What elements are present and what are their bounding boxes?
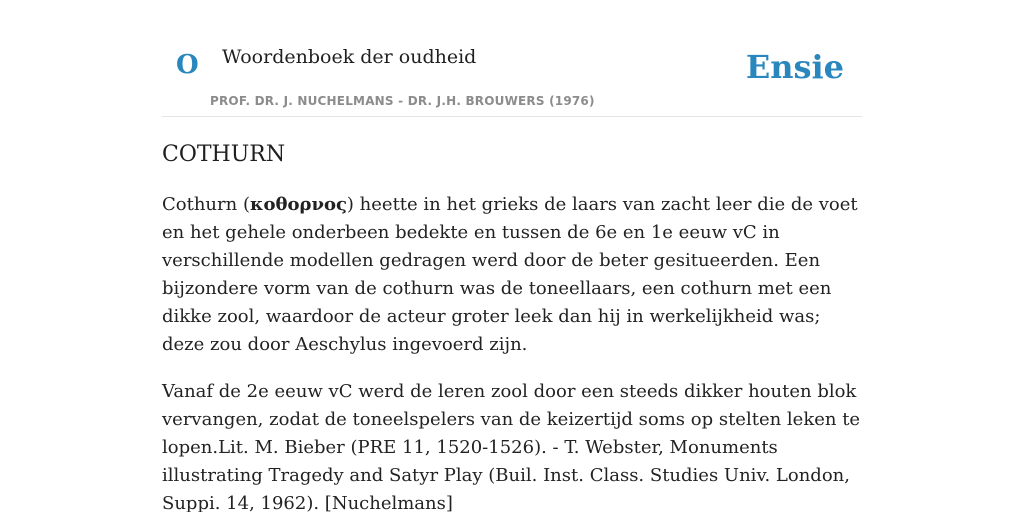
paragraph-text: Cothurn ( — [162, 194, 250, 215]
paragraph-text: ) heette in het grieks de laars van zacht leer die de voet en het gehele onderbeen bedekte en tussen de 6e en 1e eeuw vC in verschillende modellen gedragen werd door de beter gesitueerden. Een bijzondere vorm van de cothurn was de toneellaars, een cothurn met een dikke zool, waardoor de acteur groter leek dan hij in werkelijkheid was; deze zou door Aeschylus ingevoerd zijn. — [162, 194, 858, 355]
entry-paragraph: Vanaf de 2e eeuw vC werd de leren zool door een steeds dikker houten blok vervangen, zodat de toneelspelers van de keizertijd soms op stelten leken te lopen.Lit. M. Bieber (PRE 11, 1520-1526). - T. Webster, Monuments illustrating Tragedy and Satyr Play (Buil. Inst. Class. Studies Univ. London, Suppi. 14, 1962). [Nuchelmans] — [162, 381, 861, 512]
book-authors: PROF. DR. J. NUCHELMANS - DR. J.H. BROUWERS (1976) — [210, 94, 595, 108]
greek-term: κοθορνος — [249, 194, 347, 215]
brand-logo[interactable]: Ensie — [745, 48, 844, 86]
entry-title: COTHURN — [162, 142, 286, 167]
book-title[interactable]: Woordenboek der oudheid — [222, 46, 477, 68]
header — [162, 0, 862, 117]
index-letter[interactable]: O — [176, 50, 199, 80]
entry-content — [162, 139, 862, 512]
entry-paragraph — [162, 191, 862, 359]
